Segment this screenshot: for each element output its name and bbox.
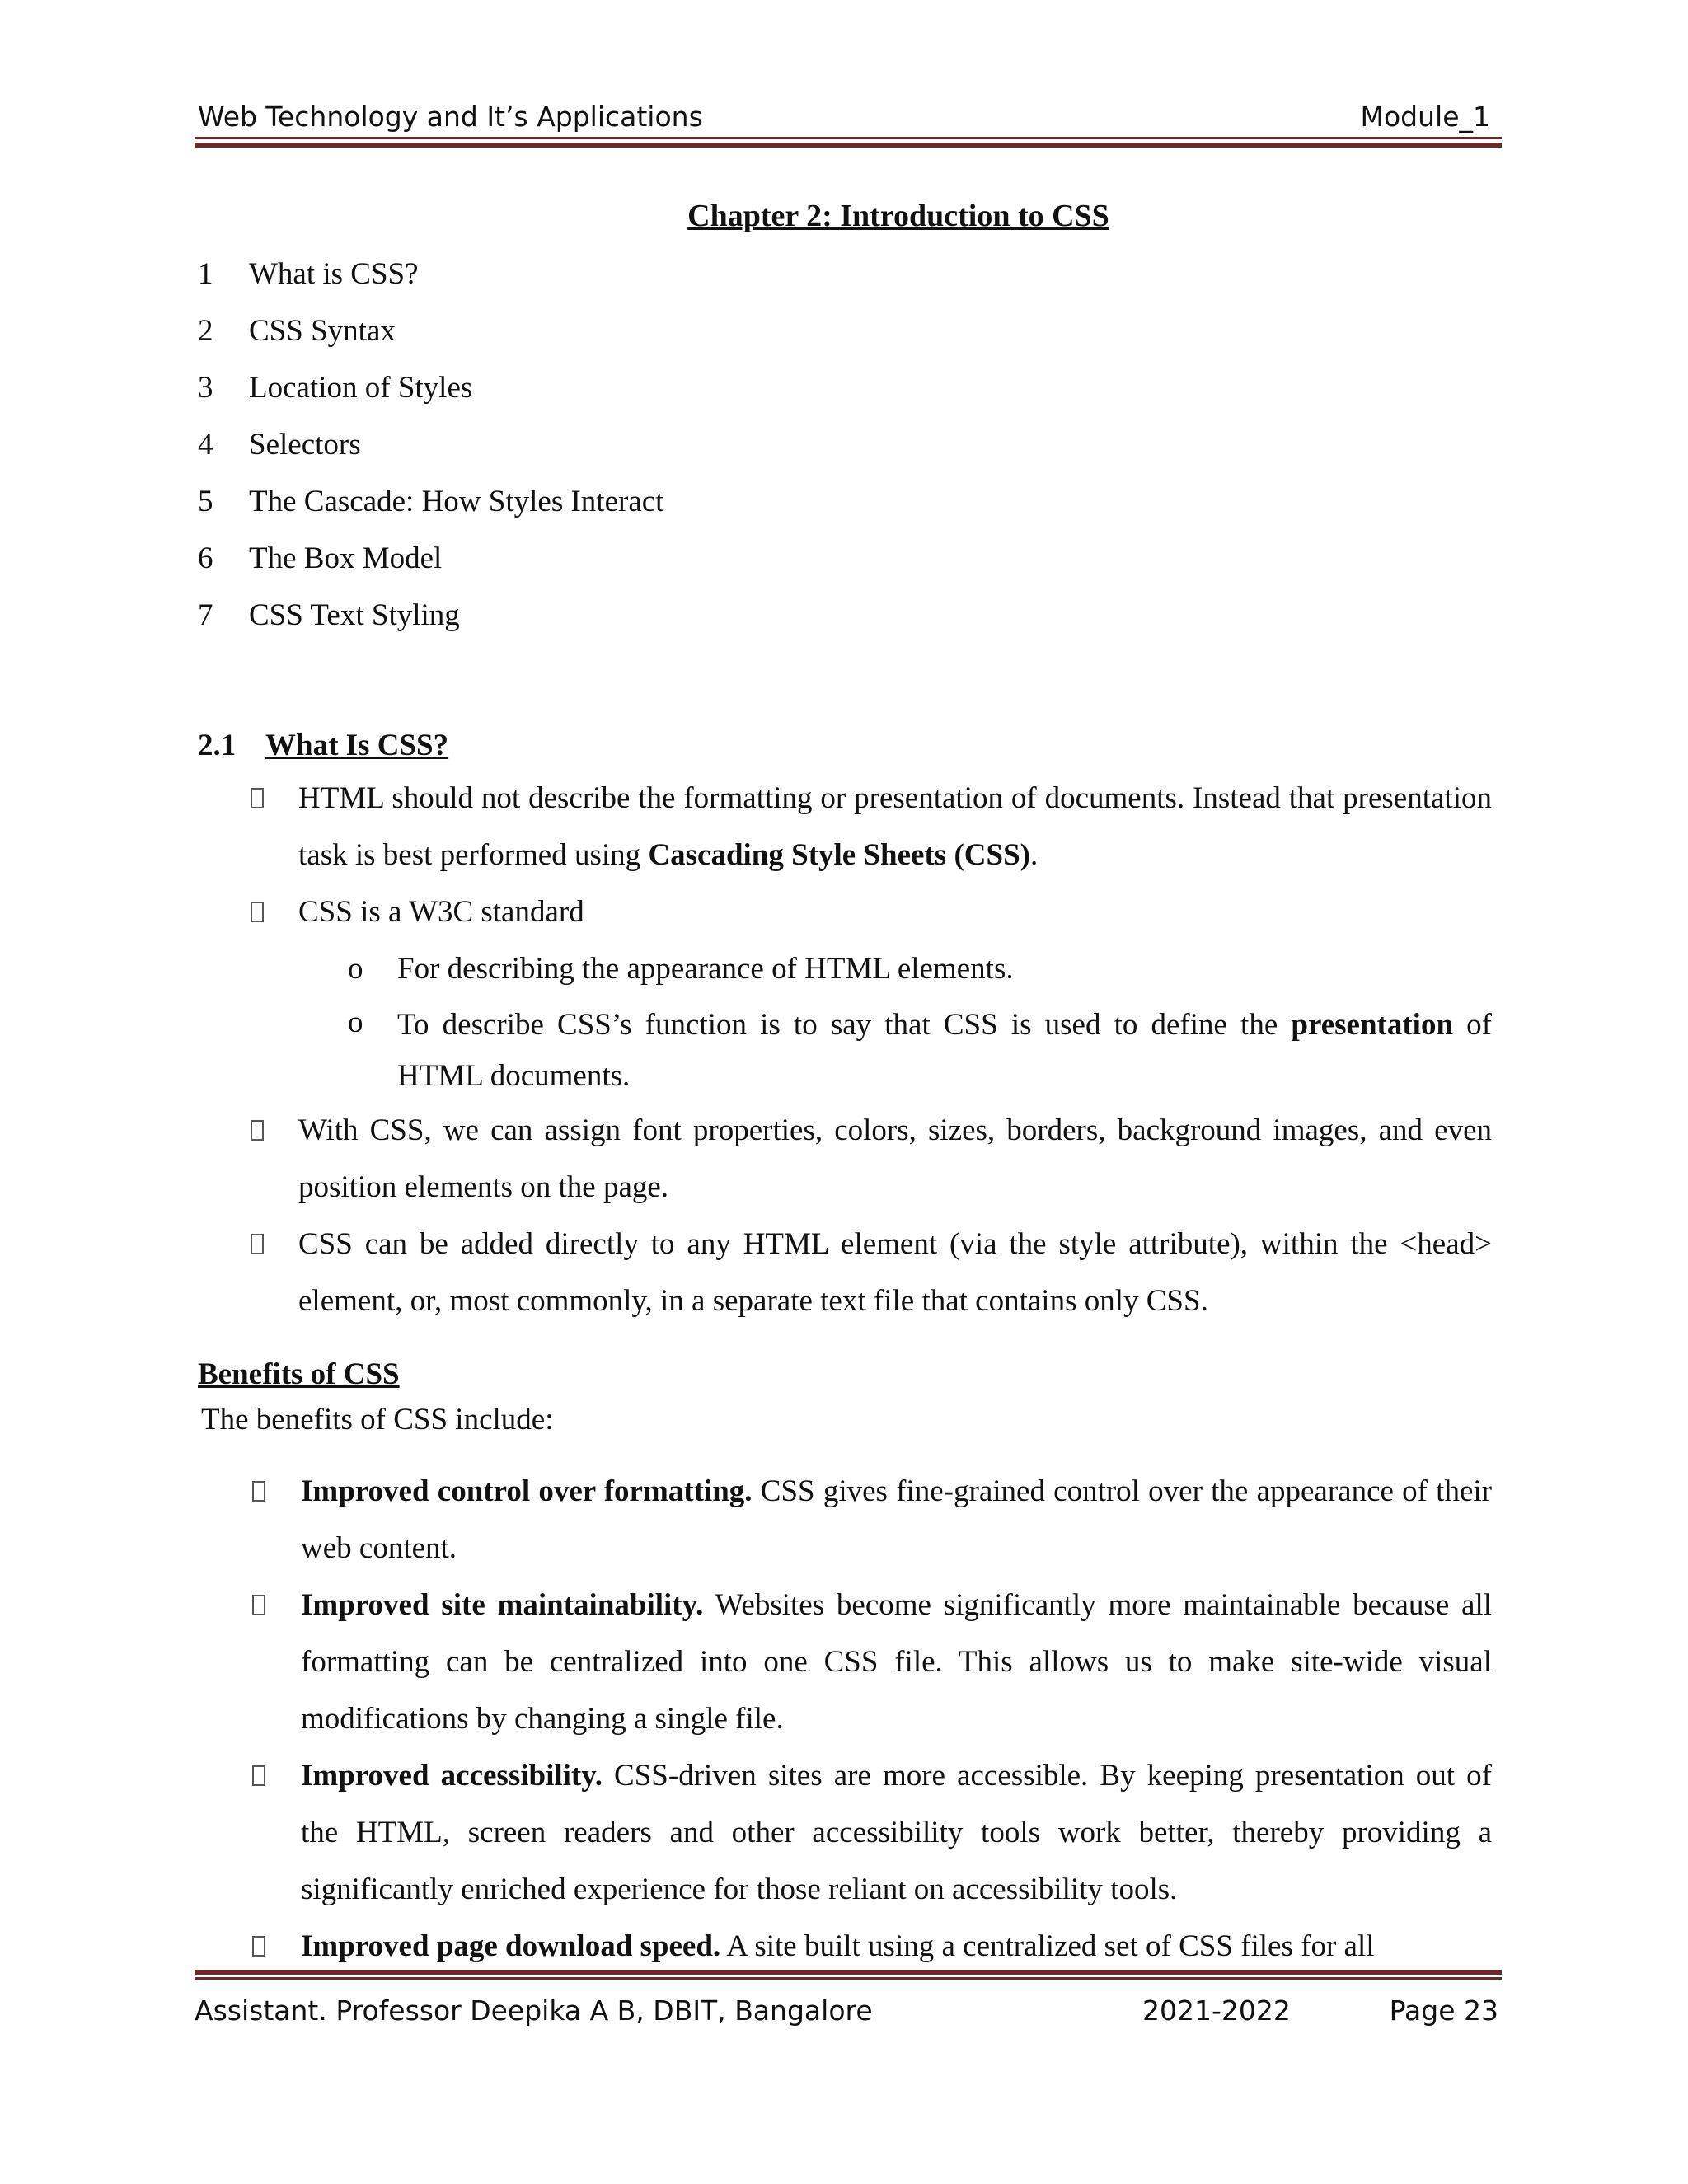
chapter-title: Chapter 2: Introduction to CSS: [687, 199, 1109, 233]
toc-item-text: The Box Model: [249, 541, 443, 575]
benefit-item-title: Improved control over formatting.: [301, 1474, 753, 1508]
benefit-item-text: CSS-driven sites are more accessible. By keeping presentation out of the HTML, screen readers and other accessibility tools work better, thereby providing a significantly enriched experience for those reliant on accessibility tools.: [301, 1759, 1493, 1906]
sublist-item-text: To describe CSS’s function is to say that CSS is used to define the: [397, 1008, 1292, 1042]
toc-item-text: Selectors: [249, 428, 361, 462]
chapter-contents-list: [198, 246, 1492, 644]
list-item-text: HTML should not describe the formatting or presentation of documents. Instead that presentation task is best performed using: [298, 781, 1492, 872]
header-rule-thick: [195, 143, 1502, 148]
benefit-item-text: CSS gives fine-grained control over the appearance of their web content.: [301, 1474, 1492, 1565]
section-title: What Is CSS?: [265, 729, 449, 762]
page-content: [198, 191, 1492, 1975]
list-item-text: With CSS, we can assign font properties, colors, sizes, borders, background images, and even position elements on the page.: [298, 1113, 1492, 1204]
toc-item: [198, 246, 1492, 302]
square-bullet-icon: [251, 788, 264, 808]
benefits-intro: The benefits of CSS include:: [201, 1403, 554, 1436]
circle-bullet-icon: o: [348, 1005, 363, 1039]
toc-item: [198, 416, 1492, 473]
sublist-item-text-end: of HTML documents.: [397, 1008, 1492, 1093]
toc-item-number: 2: [198, 314, 213, 348]
square-bullet-icon: [251, 1120, 264, 1141]
footer-page-number: Page 23: [1389, 1994, 1498, 2027]
header-course-title: Web Technology and It’s Applications: [198, 101, 703, 133]
css-standard-sublist: [198, 940, 1492, 1102]
toc-item: [198, 587, 1492, 644]
what-is-css-list-continued: [198, 1102, 1492, 1329]
toc-item-number: 7: [198, 598, 213, 632]
benefit-item-text: Websites become significantly more maintainable because all formatting can be centralized into one CSS file. This allows us to make site-wide visual modifications by changing a single file.: [301, 1588, 1492, 1736]
section-heading: [198, 722, 1492, 770]
toc-item-text: Location of Styles: [249, 371, 473, 405]
footer-academic-year: 2021-2022: [1142, 1994, 1291, 2027]
benefit-item-title: Improved accessibility.: [301, 1759, 603, 1793]
toc-item: [198, 359, 1492, 416]
footer-author: Assistant. Professor Deepika A B, DBIT, Bangalore: [195, 1994, 873, 2027]
header-rule-thin: [195, 137, 1502, 139]
circle-bullet-icon: o: [348, 952, 363, 986]
benefit-item-title: Improved page download speed.: [301, 1929, 721, 1963]
benefit-item: [198, 1577, 1492, 1747]
benefit-item: [198, 1747, 1492, 1918]
benefits-list: [198, 1463, 1492, 1975]
running-footer: [195, 1994, 1502, 2036]
footer-rule: [195, 1970, 1502, 1981]
toc-item-number: 4: [198, 428, 213, 462]
toc-item-text: CSS Text Styling: [249, 598, 460, 632]
running-header: [198, 97, 1497, 138]
header-module-label: Module_1: [1360, 101, 1490, 133]
sublist-item-text: For describing the appearance of HTML elements.: [397, 952, 1014, 986]
toc-item: [198, 302, 1492, 359]
benefit-item: [198, 1918, 1492, 1975]
list-item-text: CSS is a W3C standard: [298, 895, 584, 929]
benefit-item-title: Improved site maintainability.: [301, 1588, 704, 1622]
benefit-item: [198, 1463, 1492, 1577]
list-item-text-end: .: [1029, 838, 1039, 872]
benefit-item-text: A site built using a centralized set of CSS files for all: [720, 1929, 1375, 1963]
toc-item-number: 6: [198, 541, 213, 575]
footer-rule-thin: [195, 1977, 1502, 1980]
benefits-heading: Benefits of CSS: [198, 1357, 400, 1391]
footer-rule-thick: [195, 1970, 1502, 1975]
list-item: [198, 1216, 1492, 1329]
section-number: 2.1: [198, 729, 237, 762]
sublist-item-bold-text: presentation: [1291, 1008, 1454, 1042]
square-bullet-icon: [251, 1234, 264, 1254]
list-item-text: CSS can be added directly to any HTML element (via the style attribute), within the <head> element, or, most commonly, in a separate text file that contains only CSS.: [298, 1227, 1492, 1318]
header-rule: [195, 137, 1502, 148]
toc-item-text: What is CSS?: [249, 257, 419, 291]
sublist-item: [198, 997, 1492, 1102]
square-bullet-icon: [252, 1595, 265, 1615]
toc-item: [198, 473, 1492, 530]
toc-item-text: CSS Syntax: [249, 314, 396, 348]
list-item: [198, 1102, 1492, 1216]
list-item-bold-text: Cascading Style Sheets (CSS): [648, 838, 1030, 872]
toc-item-text: The Cascade: How Styles Interact: [249, 485, 664, 518]
toc-item-number: 1: [198, 257, 213, 291]
toc-item-number: 5: [198, 485, 213, 518]
what-is-css-list: [198, 770, 1492, 940]
toc-item-number: 3: [198, 371, 213, 405]
list-item: [198, 883, 1492, 940]
square-bullet-icon: [252, 1481, 265, 1502]
square-bullet-icon: [252, 1765, 265, 1786]
square-bullet-icon: [252, 1936, 265, 1957]
toc-item: [198, 530, 1492, 587]
square-bullet-icon: [251, 902, 264, 922]
list-item: [198, 770, 1492, 883]
sublist-item: [198, 940, 1492, 997]
